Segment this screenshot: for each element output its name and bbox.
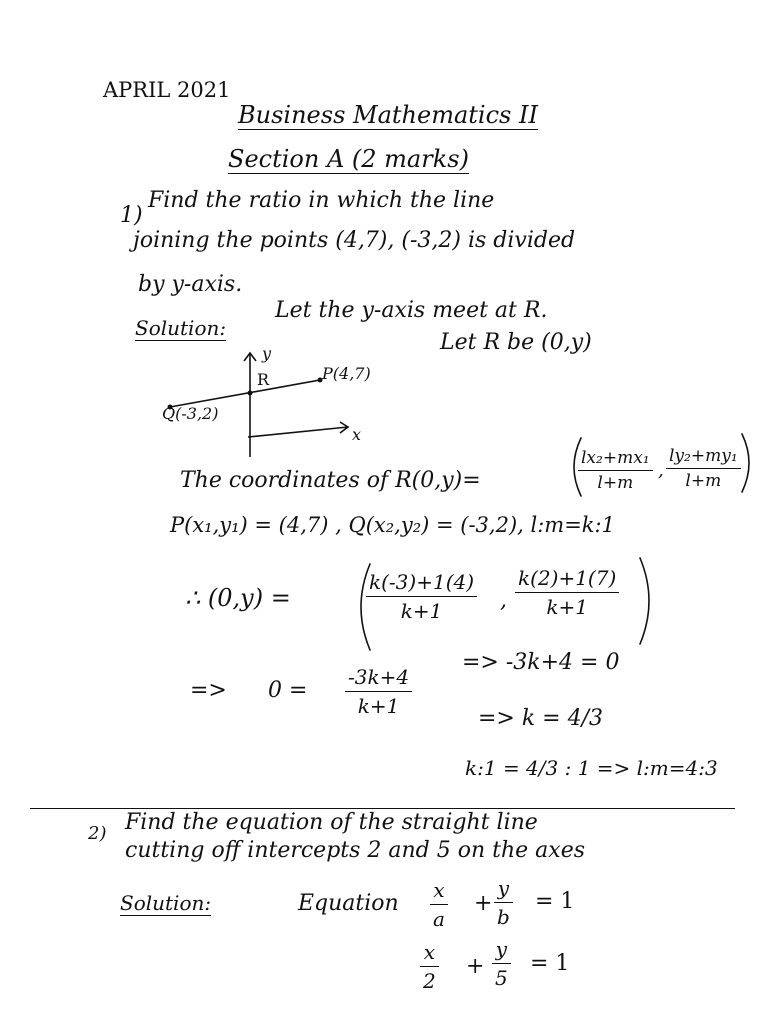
zero-eq: 0 = xyxy=(268,678,308,703)
q2-line2: cutting off intercepts 2 and 5 on the axes xyxy=(125,838,586,863)
sub-y-den: k+1 xyxy=(546,595,588,619)
eq2-x-frac xyxy=(420,940,439,993)
zero-den: k+1 xyxy=(357,694,400,718)
formula-x-num: lx₂+mx₁ xyxy=(581,448,650,468)
section-title: Section A (2 marks) xyxy=(228,145,469,173)
formula-close-paren xyxy=(738,432,758,494)
formula-x-den: l+m xyxy=(597,473,634,493)
coord-intro: The coordinates of R(0,y)= xyxy=(180,468,481,493)
coordinate-diagram xyxy=(150,345,370,460)
pq-line: P(x₁,y₁) = (4,7) , Q(x₂,y₂) = (-3,2), l:m=k:1 xyxy=(170,513,615,537)
step-2: => -3k+4 = 0 xyxy=(462,650,620,675)
q1-line1: Find the ratio in which the line xyxy=(148,188,495,213)
q1-solution-text: Let the y-axis meet at R. xyxy=(275,298,548,323)
sub-y-num: k(2)+1(7) xyxy=(518,566,617,590)
step-3: => k = 4/3 xyxy=(478,706,604,731)
eq2-plus: + xyxy=(466,954,485,979)
formula-y-frac xyxy=(666,446,741,491)
eq1-x-num: x xyxy=(433,878,445,902)
joining-line xyxy=(170,380,320,407)
implies-arrow: => xyxy=(190,678,227,703)
eq1-y-den: b xyxy=(497,905,510,929)
eq2-y-num: y xyxy=(495,937,508,961)
q2-line1: Find the equation of the straight line xyxy=(125,810,538,835)
eq1-y-frac xyxy=(494,876,513,929)
step-4: k:1 = 4/3 : 1 => l:m=4:3 xyxy=(465,756,718,780)
diagram-r-label: R xyxy=(257,370,270,389)
zero-num: -3k+4 xyxy=(348,665,410,689)
eq1-x-frac xyxy=(430,878,448,931)
sub-x-den: k+1 xyxy=(400,599,443,623)
formula-comma: , xyxy=(658,460,664,481)
subject-title: Business Mathematics II xyxy=(238,101,538,129)
question-divider xyxy=(30,808,735,809)
sub-comma: , xyxy=(500,588,507,613)
formula-y-num: ly₂+my₁ xyxy=(669,446,738,466)
q1-solution-label: Solution: xyxy=(135,316,227,340)
eq2-y-den: 5 xyxy=(495,966,508,990)
sub-x-num: k(-3)+1(4) xyxy=(369,570,475,594)
q2-solution-label: Solution: xyxy=(120,891,212,915)
sub-x-frac xyxy=(366,570,477,623)
x-axis-line xyxy=(248,427,348,437)
q1-line3: by y-axis. xyxy=(138,272,243,297)
diagram-p-label: P(4,7) xyxy=(322,364,371,383)
eq1-y-num: y xyxy=(497,876,510,900)
q1-line2: joining the points (4,7), (-3,2) is divided xyxy=(133,228,576,253)
sub-close-paren xyxy=(636,556,660,646)
eq1-rhs: = 1 xyxy=(535,889,575,914)
diagram-q-label: Q(-3,2) xyxy=(162,404,219,423)
zero-frac xyxy=(345,665,412,718)
eq1-x-den: a xyxy=(433,907,445,931)
formula-y-den: l+m xyxy=(685,471,722,491)
therefore-line: ∴ (0,y) = xyxy=(185,584,291,612)
eq2-x-num: x xyxy=(423,940,435,964)
point-r xyxy=(248,391,253,396)
eq2-x-den: 2 xyxy=(423,969,436,993)
diagram-x-label: x xyxy=(352,425,362,444)
q2-number: 2) xyxy=(88,823,107,844)
eq2-rhs: = 1 xyxy=(530,951,570,976)
eq1-plus: + xyxy=(474,891,493,916)
q1-let-r: Let R be (0,y) xyxy=(440,330,592,355)
sub-y-frac xyxy=(515,566,619,619)
q2-equation-label: Equation xyxy=(298,891,399,916)
diagram-y-label: y xyxy=(262,344,272,363)
date: APRIL 2021 xyxy=(103,78,231,102)
formula-x-frac xyxy=(578,448,653,493)
q1-number: 1) xyxy=(120,203,143,228)
eq2-y-frac xyxy=(492,937,511,990)
